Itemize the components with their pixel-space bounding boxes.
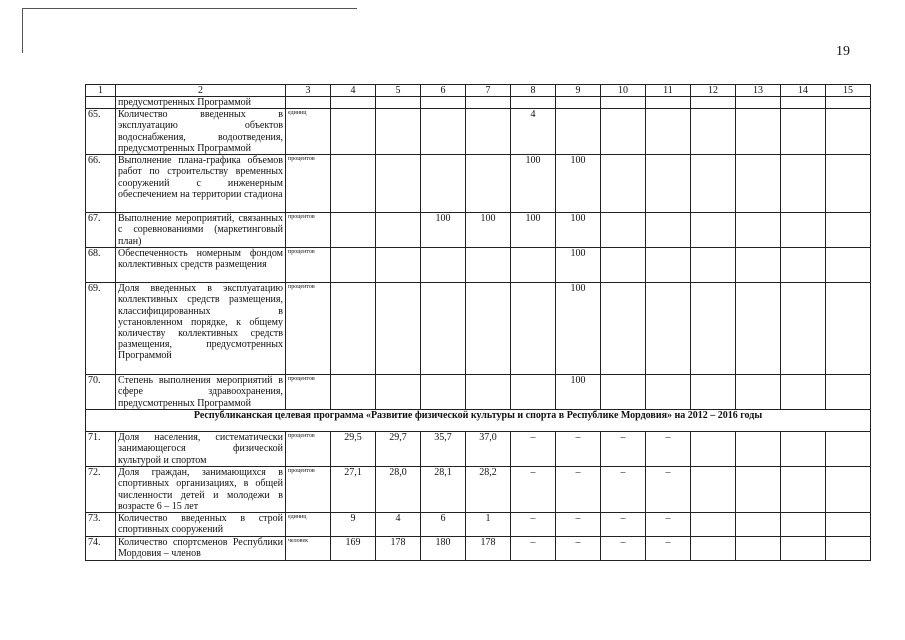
column-header: 13 bbox=[736, 85, 781, 97]
value-cell bbox=[781, 536, 826, 560]
value-cell bbox=[691, 432, 736, 467]
value-cell: 100 bbox=[556, 213, 601, 248]
table-row bbox=[86, 248, 871, 283]
value-cell bbox=[601, 248, 646, 283]
value-cell bbox=[736, 513, 781, 536]
value-cell bbox=[826, 283, 871, 375]
value-cell: 1 bbox=[466, 513, 511, 536]
indicator-name: Степень выполнения мероприятий в сфере здравоохранения, предусмотренных Программой bbox=[116, 375, 286, 410]
value-cell bbox=[556, 97, 601, 109]
value-cell bbox=[421, 248, 466, 283]
value-cell: 100 bbox=[511, 155, 556, 213]
value-cell: – bbox=[601, 432, 646, 467]
scan-border-line bbox=[22, 8, 23, 53]
unit-of-measure: единиц bbox=[286, 513, 331, 536]
value-cell: – bbox=[646, 513, 691, 536]
value-cell bbox=[736, 109, 781, 155]
value-cell: 6 bbox=[421, 513, 466, 536]
value-cell bbox=[736, 155, 781, 213]
indicator-name: Доля населения, систематически занимающегося физической культурой и спортом bbox=[116, 432, 286, 467]
value-cell bbox=[736, 248, 781, 283]
value-cell bbox=[421, 283, 466, 375]
column-header: 4 bbox=[331, 85, 376, 97]
value-cell bbox=[826, 432, 871, 467]
value-cell: – bbox=[511, 513, 556, 536]
value-cell: 100 bbox=[421, 213, 466, 248]
value-cell: 4 bbox=[376, 513, 421, 536]
table-row bbox=[86, 375, 871, 410]
row-number: 71. bbox=[86, 432, 116, 467]
value-cell bbox=[376, 283, 421, 375]
column-header: 10 bbox=[601, 85, 646, 97]
value-cell bbox=[736, 375, 781, 410]
value-cell bbox=[646, 213, 691, 248]
value-cell bbox=[511, 375, 556, 410]
value-cell bbox=[376, 155, 421, 213]
value-cell bbox=[826, 375, 871, 410]
value-cell bbox=[601, 375, 646, 410]
value-cell bbox=[826, 109, 871, 155]
table-row bbox=[86, 283, 871, 375]
value-cell: – bbox=[556, 513, 601, 536]
value-cell: 9 bbox=[331, 513, 376, 536]
column-header: 14 bbox=[781, 85, 826, 97]
column-header: 5 bbox=[376, 85, 421, 97]
value-cell bbox=[736, 97, 781, 109]
value-cell bbox=[781, 283, 826, 375]
table-row bbox=[86, 467, 871, 513]
value-cell bbox=[376, 97, 421, 109]
value-cell bbox=[601, 97, 646, 109]
value-cell: 100 bbox=[466, 213, 511, 248]
value-cell bbox=[331, 97, 376, 109]
value-cell bbox=[331, 248, 376, 283]
value-cell: 28,2 bbox=[466, 467, 511, 513]
column-header: 15 bbox=[826, 85, 871, 97]
value-cell bbox=[691, 536, 736, 560]
row-number: 69. bbox=[86, 283, 116, 375]
value-cell bbox=[826, 467, 871, 513]
column-header: 8 bbox=[511, 85, 556, 97]
unit-of-measure bbox=[286, 97, 331, 109]
column-header: 11 bbox=[646, 85, 691, 97]
value-cell bbox=[466, 283, 511, 375]
value-cell bbox=[691, 283, 736, 375]
value-cell bbox=[511, 283, 556, 375]
table-row bbox=[86, 432, 871, 467]
value-cell bbox=[466, 375, 511, 410]
value-cell: 35,7 bbox=[421, 432, 466, 467]
value-cell bbox=[556, 109, 601, 155]
value-cell: – bbox=[511, 467, 556, 513]
indicator-name: Доля граждан, занимающихся в спортивных организациях, в общей численности детей и молодежи в возрасте 6 – 15 лет bbox=[116, 467, 286, 513]
table-row bbox=[86, 109, 871, 155]
value-cell: 28,1 bbox=[421, 467, 466, 513]
value-cell bbox=[781, 375, 826, 410]
value-cell bbox=[736, 432, 781, 467]
value-cell: – bbox=[601, 536, 646, 560]
value-cell bbox=[781, 109, 826, 155]
value-cell bbox=[646, 283, 691, 375]
value-cell: – bbox=[646, 432, 691, 467]
value-cell bbox=[511, 97, 556, 109]
value-cell: – bbox=[511, 432, 556, 467]
value-cell bbox=[826, 213, 871, 248]
table-header-row bbox=[86, 85, 871, 97]
value-cell bbox=[781, 513, 826, 536]
value-cell bbox=[826, 97, 871, 109]
value-cell bbox=[691, 375, 736, 410]
column-header: 1 bbox=[86, 85, 116, 97]
value-cell bbox=[646, 155, 691, 213]
value-cell: 100 bbox=[556, 283, 601, 375]
value-cell: 4 bbox=[511, 109, 556, 155]
value-cell bbox=[691, 213, 736, 248]
value-cell bbox=[601, 109, 646, 155]
value-cell bbox=[781, 467, 826, 513]
value-cell bbox=[331, 213, 376, 248]
indicator-name: Количество введенных в строй спортивных сооружений bbox=[116, 513, 286, 536]
column-header: 3 bbox=[286, 85, 331, 97]
value-cell bbox=[376, 109, 421, 155]
value-cell bbox=[376, 248, 421, 283]
unit-of-measure: человек bbox=[286, 536, 331, 560]
unit-of-measure: процентов bbox=[286, 155, 331, 213]
value-cell bbox=[601, 213, 646, 248]
value-cell bbox=[781, 155, 826, 213]
page-number: 19 bbox=[836, 44, 850, 59]
value-cell bbox=[691, 109, 736, 155]
column-header: 7 bbox=[466, 85, 511, 97]
value-cell bbox=[466, 248, 511, 283]
value-cell bbox=[781, 97, 826, 109]
unit-of-measure: процентов bbox=[286, 213, 331, 248]
value-cell bbox=[331, 283, 376, 375]
row-number bbox=[86, 97, 116, 109]
row-number: 68. bbox=[86, 248, 116, 283]
value-cell bbox=[466, 97, 511, 109]
value-cell: – bbox=[511, 536, 556, 560]
value-cell bbox=[646, 248, 691, 283]
indicator-name: предусмотренных Программой bbox=[116, 97, 286, 109]
value-cell: 169 bbox=[331, 536, 376, 560]
value-cell bbox=[691, 155, 736, 213]
value-cell bbox=[421, 109, 466, 155]
value-cell bbox=[736, 467, 781, 513]
column-header: 12 bbox=[691, 85, 736, 97]
value-cell bbox=[466, 155, 511, 213]
value-cell bbox=[646, 109, 691, 155]
section-title: Республиканская целевая программа «Развитие физической культуры и спорта в Республике Мордовия» на 2012 – 2016 годы bbox=[86, 410, 871, 432]
value-cell: 27,1 bbox=[331, 467, 376, 513]
value-cell bbox=[376, 375, 421, 410]
value-cell bbox=[736, 536, 781, 560]
indicator-name: Доля введенных в эксплуатацию коллективных средств размещения, классифицированных в установленном порядке, к общему количеству коллективных средств размещения, предусмотренных Программой bbox=[116, 283, 286, 375]
value-cell bbox=[826, 513, 871, 536]
value-cell bbox=[826, 155, 871, 213]
value-cell: 29,5 bbox=[331, 432, 376, 467]
value-cell: – bbox=[646, 536, 691, 560]
value-cell bbox=[646, 97, 691, 109]
row-number: 72. bbox=[86, 467, 116, 513]
value-cell: – bbox=[556, 536, 601, 560]
unit-of-measure: процентов bbox=[286, 432, 331, 467]
row-number: 74. bbox=[86, 536, 116, 560]
unit-of-measure: процентов bbox=[286, 283, 331, 375]
value-cell: – bbox=[601, 513, 646, 536]
value-cell bbox=[466, 109, 511, 155]
indicator-name: Количество введенных в эксплуатацию объектов водоснабжения, водоотведения, предусмотренных Программой bbox=[116, 109, 286, 155]
value-cell bbox=[421, 375, 466, 410]
value-cell bbox=[736, 213, 781, 248]
column-header: 6 bbox=[421, 85, 466, 97]
value-cell bbox=[646, 375, 691, 410]
value-cell bbox=[511, 248, 556, 283]
value-cell: – bbox=[556, 432, 601, 467]
value-cell: 100 bbox=[556, 155, 601, 213]
value-cell bbox=[781, 432, 826, 467]
unit-of-measure: процентов bbox=[286, 467, 331, 513]
value-cell bbox=[331, 375, 376, 410]
indicator-name: Выполнение мероприятий, связанных с соревнованиями (маркетинговый план) bbox=[116, 213, 286, 248]
value-cell: 37,0 bbox=[466, 432, 511, 467]
value-cell: 100 bbox=[511, 213, 556, 248]
value-cell bbox=[781, 248, 826, 283]
value-cell: 100 bbox=[556, 375, 601, 410]
value-cell bbox=[376, 213, 421, 248]
value-cell bbox=[421, 155, 466, 213]
column-header: 2 bbox=[116, 85, 286, 97]
table-row bbox=[86, 97, 871, 109]
row-number: 67. bbox=[86, 213, 116, 248]
value-cell bbox=[691, 97, 736, 109]
row-number: 73. bbox=[86, 513, 116, 536]
unit-of-measure: процентов bbox=[286, 375, 331, 410]
row-number: 70. bbox=[86, 375, 116, 410]
table-row bbox=[86, 513, 871, 536]
value-cell: 178 bbox=[376, 536, 421, 560]
value-cell bbox=[601, 155, 646, 213]
value-cell bbox=[331, 109, 376, 155]
indicators-table bbox=[85, 84, 871, 561]
value-cell bbox=[691, 248, 736, 283]
indicator-name: Количество спортсменов Республики Мордовия – членов bbox=[116, 536, 286, 560]
value-cell bbox=[421, 97, 466, 109]
value-cell: 180 bbox=[421, 536, 466, 560]
table-row bbox=[86, 155, 871, 213]
indicator-name: Обеспеченность номерным фондом коллективных средств размещения bbox=[116, 248, 286, 283]
value-cell: 28,0 bbox=[376, 467, 421, 513]
value-cell bbox=[691, 513, 736, 536]
row-number: 65. bbox=[86, 109, 116, 155]
table-row bbox=[86, 213, 871, 248]
value-cell: 178 bbox=[466, 536, 511, 560]
value-cell: – bbox=[601, 467, 646, 513]
value-cell bbox=[331, 155, 376, 213]
value-cell: 29,7 bbox=[376, 432, 421, 467]
section-title-row bbox=[86, 410, 871, 432]
value-cell bbox=[736, 283, 781, 375]
value-cell bbox=[826, 248, 871, 283]
unit-of-measure: процентов bbox=[286, 248, 331, 283]
table-row bbox=[86, 536, 871, 560]
column-header: 9 bbox=[556, 85, 601, 97]
row-number: 66. bbox=[86, 155, 116, 213]
value-cell bbox=[826, 536, 871, 560]
value-cell bbox=[781, 213, 826, 248]
value-cell: 100 bbox=[556, 248, 601, 283]
unit-of-measure: единиц bbox=[286, 109, 331, 155]
value-cell bbox=[691, 467, 736, 513]
value-cell: – bbox=[646, 467, 691, 513]
indicator-name: Выполнение плана-графика объемов работ по строительству временных сооружений с инженерным обеспечением на территории стадиона bbox=[116, 155, 286, 213]
scan-border-line bbox=[22, 8, 357, 9]
value-cell: – bbox=[556, 467, 601, 513]
value-cell bbox=[601, 283, 646, 375]
